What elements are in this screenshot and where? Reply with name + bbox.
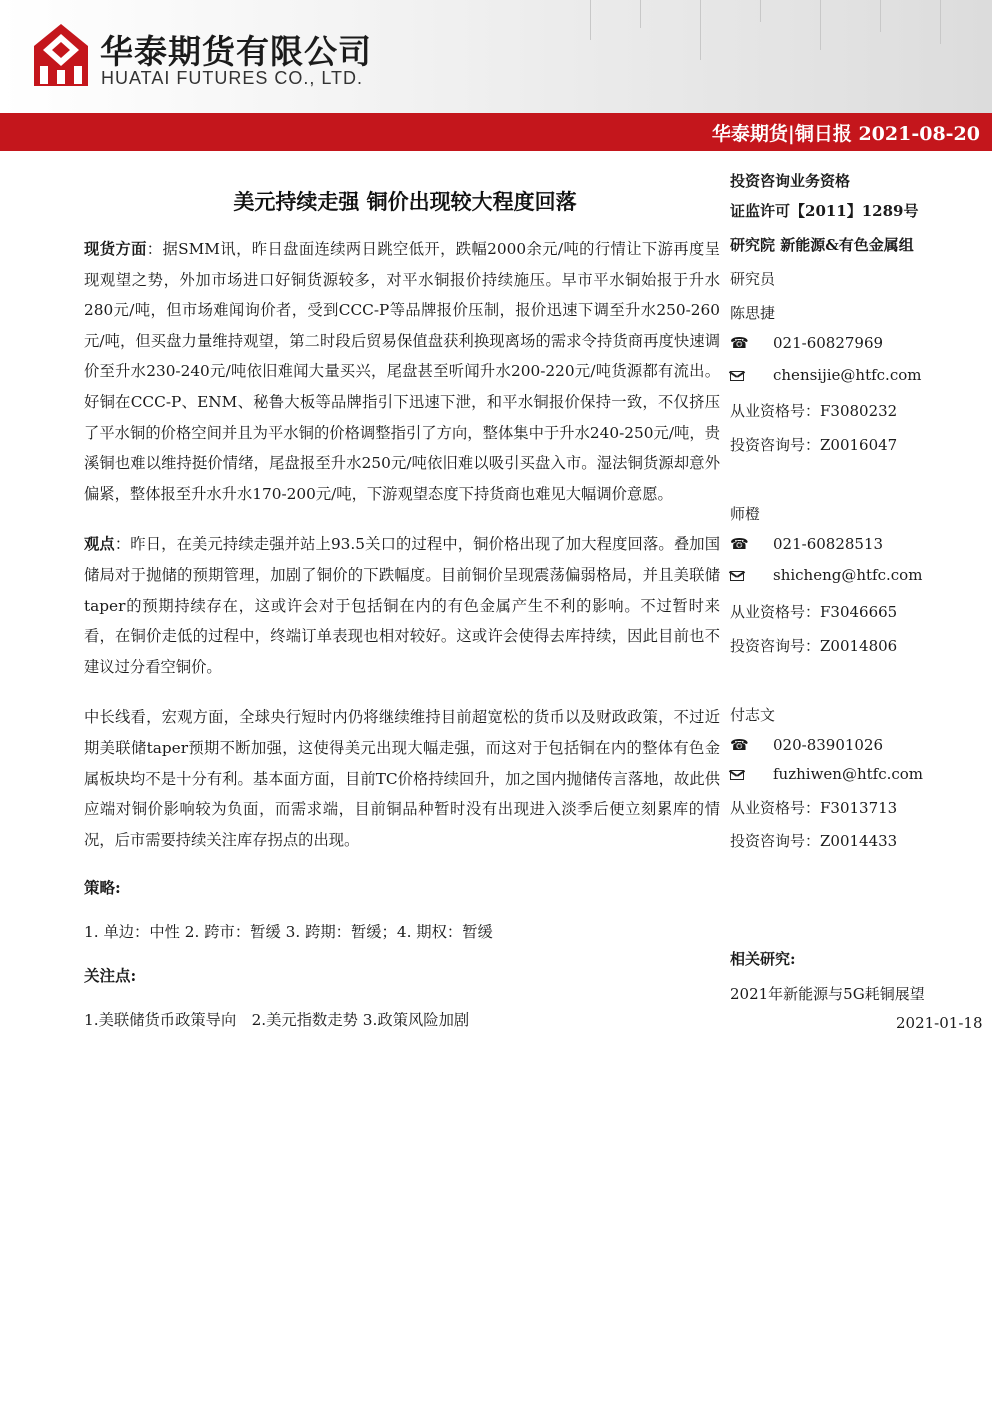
- license-number: 证监许可【2011】1289号: [730, 202, 919, 220]
- analyst-advisory: 投资咨询号：Z0014433: [730, 832, 898, 850]
- header-decoration: [700, 0, 701, 60]
- analyst-advisory: 投资咨询号：Z0016047: [730, 436, 898, 454]
- banner-separator: |: [787, 123, 795, 145]
- analyst-name: 陈思捷: [730, 304, 776, 322]
- analyst-email[interactable]: fuzhiwen@htfc.com: [730, 765, 923, 783]
- report-banner: [0, 113, 992, 151]
- banner-date: 2021-08-20: [858, 123, 980, 145]
- qualification-title: 投资咨询业务资格: [730, 172, 851, 190]
- strategy-heading: 策略:: [84, 878, 121, 898]
- institute-name: 研究院 新能源&有色金属组: [730, 236, 914, 254]
- analyst-name: 付志文: [730, 706, 776, 724]
- page-header: [0, 0, 992, 113]
- role-label: 研究员: [730, 270, 776, 288]
- phone-icon: ☎: [730, 736, 749, 754]
- header-decoration: [640, 0, 641, 28]
- header-decoration: [880, 0, 881, 32]
- analyst-cert: 从业资格号：F3080232: [730, 402, 898, 420]
- analyst-phone: ☎ 020-83901026: [730, 736, 884, 754]
- article-body: [84, 234, 720, 1035]
- analyst-advisory: 投资咨询号：Z0014806: [730, 637, 898, 655]
- phone-icon: ☎: [730, 535, 749, 553]
- view-paragraph: [84, 529, 720, 682]
- envelope-icon: [730, 371, 744, 381]
- spot-text: ：据SMM讯，昨日盘面连续两日跳空低开，跌幅2000余元/吨的行情让下游再度呈现观望之势，外加市场进口好铜货源较多，对平水铜报价持续施压。早市平水铜始报于升水280元/吨，但市场难闻询价者，受到CCC-P等品牌报价压制，报价迅速下调至升水250-260元/吨，但买盘力量维持观望，第二时段后贸易保值盘获利换现离场的需求令持货商再度快速调价至升水230-240元/吨依旧难闻大量买兴，尾盘甚至听闻升水200-220元/吨货源都有流出。好铜在CCC-P、ENM、秘鲁大板等品牌指引下迅速下泄，和平水铜报价保持一致，不仅挤压了平水铜的价格空间并且为平水铜的价格调整指引了方向，整体集中于升水240-250元/吨，贵溪铜也难以维持挺价情绪，尾盘报至升水250元/吨依旧难以吸引买盘入市。湿法铜货源却意外偏紧，整体报至升水升水170-200元/吨，下游观望态度下持货商也难见大幅调价意愿。: [84, 240, 720, 503]
- article-title: 美元持续走强 铜价出现较大程度回落: [233, 189, 577, 214]
- company-name-en: HUATAI FUTURES CO., LTD.: [101, 68, 364, 88]
- envelope-icon: [730, 770, 744, 780]
- spot-label: 现货方面: [84, 240, 147, 258]
- related-title[interactable]: 2021年新能源与5G耗铜展望: [730, 985, 925, 1003]
- analyst-cert: 从业资格号：F3013713: [730, 799, 898, 817]
- banner-report-type: 铜日报: [794, 123, 852, 145]
- company-logo-icon: [32, 22, 90, 88]
- company-name-cn: 华泰期货有限公司: [100, 32, 372, 71]
- analyst-cert: 从业资格号：F3046665: [730, 603, 898, 621]
- view-text: ：昨日，在美元持续走强并站上93.5关口的过程中，铜价格出现了加大程度回落。叠加国储局对于抛储的预期管理，加剧了铜价的下跌幅度。目前铜价呈现震荡偏弱格局，并且美联储taper的预期持续存在，这或许会对于包括铜在内的有色金属产生不利的影响。不过暂时来看，在铜价走低的过程中，终端订单表现也相对较好。这或许会使得去库持续，因此目前也不建议过分看空铜价。: [84, 535, 720, 676]
- view-label: 观点: [84, 535, 115, 554]
- header-decoration: [940, 0, 941, 44]
- related-date: 2021-01-18: [896, 1014, 983, 1032]
- phone-icon: ☎: [730, 334, 749, 352]
- banner-brand: 华泰期货: [711, 123, 788, 145]
- spot-paragraph: [84, 234, 720, 509]
- focus-heading: 关注点:: [84, 966, 137, 986]
- longterm-paragraph: 中长线看，宏观方面，全球央行短时内仍将继续维持目前超宽松的货币以及财政政策，不过近期美联储taper预期不断加强，这使得美元出现大幅走强，而这对于包括铜在内的整体有色金属板块均不是十分有利。基本面方面，目前TC价格持续回升，加之国内抛储传言落地，故此供应端对铜价影响较为负面，而需求端，目前铜品种暂时没有出现进入淡季后便立刻累库的情况，后市需要持续关注库存拐点的出现。: [84, 708, 720, 849]
- banner-text: [712, 119, 980, 146]
- envelope-icon: [730, 571, 744, 581]
- header-decoration: [820, 0, 821, 50]
- header-decoration: [590, 0, 591, 40]
- header-decoration: [760, 0, 761, 22]
- analyst-name: 师橙: [730, 505, 761, 523]
- related-heading: 相关研究:: [730, 950, 796, 968]
- analyst-email[interactable]: shicheng@htfc.com: [730, 566, 922, 584]
- analyst-email[interactable]: chensijie@htfc.com: [730, 366, 921, 384]
- focus-text: 1.美联储货币政策导向 2.美元指数走势 3.政策风险加剧: [84, 1011, 470, 1030]
- analyst-phone: ☎ 021-60827969: [730, 334, 884, 352]
- analyst-phone: ☎ 021-60828513: [730, 535, 884, 553]
- strategy-text: 1. 单边：中性 2. 跨市：暂缓 3. 跨期：暂缓；4. 期权：暂缓: [84, 923, 493, 942]
